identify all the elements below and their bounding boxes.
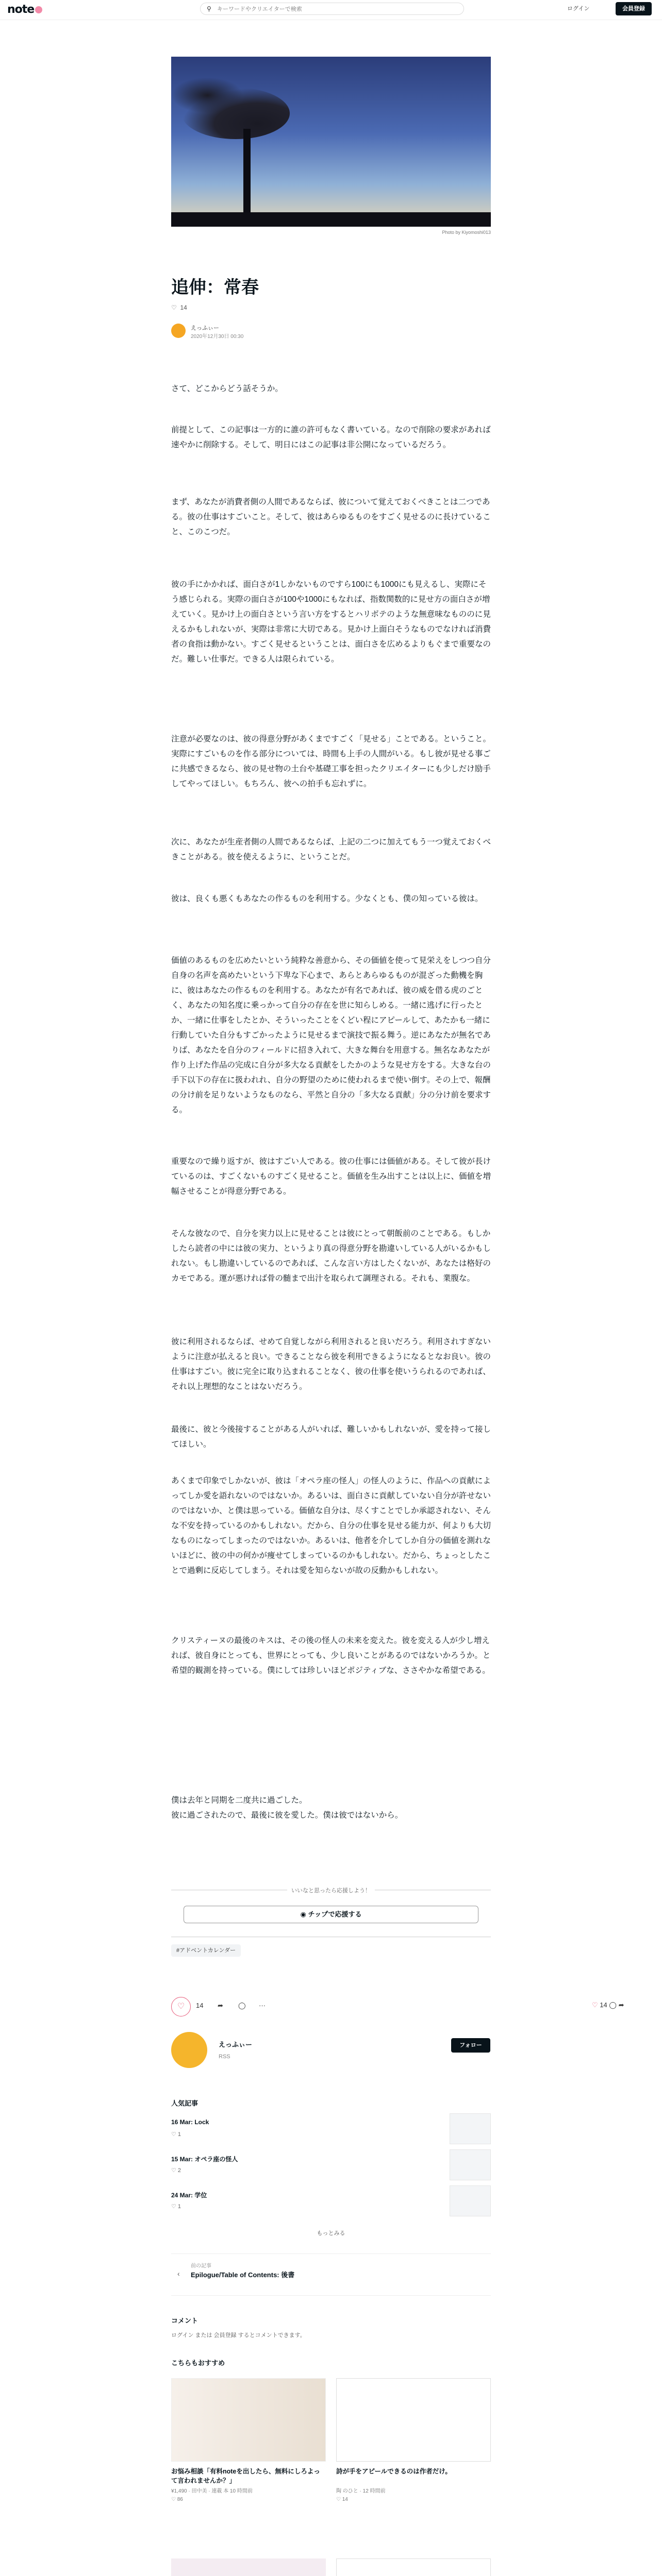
paragraph: 彼の手にかかれば、面白さが1しかないものですら100にも1000にも見えるし、実際にそう感じられる。実際の面白さが100や1000にもなれば、指数関数的に見せ方の面白さが増えていく。見かけ上の面白さという言い方をするとハリボテのような無意味なもののに見えるかもしれないが、実際は非常に大切である。見かけ上面白そうなものでなければ消費者の食指は動かない。すごく見せるということは、面白さを広めるよりもぐまで重要なのだ。難しい仕事だ。できる人は限られている。 (171, 580, 491, 664)
support-prompt: いいなと思ったら応援しよう！ (287, 1888, 375, 1894)
side-like-count: 14 (600, 2001, 607, 2009)
recommend-card[interactable] (171, 2558, 326, 2576)
prev-article[interactable] (171, 2253, 491, 2296)
avatar[interactable] (171, 324, 186, 338)
list-item[interactable] (171, 2155, 491, 2196)
floating-actions (592, 2001, 624, 2009)
tip-icon: ◉ (300, 1910, 306, 1918)
hashtag[interactable]: #アドベントカレンダー (171, 1944, 241, 1957)
comment-icon[interactable]: ◯ (238, 2002, 246, 2009)
tip-button[interactable]: ◉ チップで応援する (184, 1906, 478, 1923)
more-menu-icon[interactable]: ··· (259, 2002, 266, 2009)
search-box[interactable] (200, 3, 464, 15)
card-title[interactable]: お悩み相談「有料noteを出したら、無料にしろよって言われませんか？」 (171, 2468, 320, 2484)
comments-note[interactable]: ログイン または 会員登録 するとコメントできます。 (171, 2332, 306, 2338)
paragraph: 僕は去年と同期を二度共に過ごした。 彼に過ごされたので、最後に彼を愛した。僕は彼ではないから。 (171, 1796, 403, 1820)
popular-title[interactable]: 15 Mar: オペラ座の怪人 (171, 2156, 238, 2163)
paragraph: 最後に、彼と今後接することがある人がいれば、難しいかもしれないが、愛を持って接してほしい。 (171, 1425, 491, 1449)
popular-title[interactable]: 24 Mar: 学位 (171, 2192, 207, 2199)
popular-likes: ♡ 1 (171, 2131, 181, 2138)
rss-link[interactable]: RSS (219, 2054, 230, 2060)
ground-silhouette (171, 212, 491, 227)
article-actions (171, 1997, 491, 2018)
share-icon[interactable]: ➦ (218, 2002, 223, 2009)
popular-likes: ♡ 2 (171, 2167, 181, 2174)
popular-likes: ♡ 1 (171, 2204, 181, 2210)
signup-button[interactable]: 会員登録 (616, 2, 652, 15)
card-likes: ♡ 14 (336, 2497, 348, 2502)
card-thumbnail[interactable] (171, 2558, 326, 2576)
paragraph: 価値のあるものを広めたいという純粋な善意から、その価値を使って見栄えをしつつ自分自身の名声を高めたいという下卑な下心まで、あらとあらゆるものが混ざった動機を胸に、彼はあなたの作るものを利用する。あなたが有名であれば、彼の威を借る虎のごとく、あなたの知名度に乗っかって自分の存在を世に知らしめる。一緒に逃げに行ったとか、一緒に仕事をしたとか、そういったことをくどい程にアピールして、あたかも一緒に行動していた自分もすごかったように見せるまで演技で振る舞う。逆にあなたが無名でありば、あなたを自分のフィールドに招き入れて、大きな舞台を用意する。無名なあなたが作り上げた作品の完成に自分が多大なる貢献をしたかのような見せ方をする。大きな台の手下以下の存在に扱われれ、自分の野望のために使われるまで使い倒す。その上で、報酬の分け前を足りないようなものなら、平然と自分の「多大なる貢献」分の分け前を要求する。 (171, 956, 491, 1114)
xmas-badge-icon (35, 6, 42, 13)
recommend-card[interactable] (171, 2378, 326, 2507)
support-box (171, 1890, 491, 1937)
recommend-heading: こちらもおすすめ (171, 2359, 225, 2367)
site-header (0, 0, 662, 20)
search-input[interactable] (216, 5, 455, 14)
paragraph: 重要なので繰り返すが、彼はすごい人である。彼の仕事には価値がある。そして彼が長けているのは、すごくないものすごく見せること。価値を生み出すことは以上に、価値を増幅させることが得意分野である。 (171, 1157, 491, 1196)
card-thumbnail[interactable] (171, 2378, 326, 2462)
chevron-left-icon: ‹ (177, 2269, 180, 2278)
creator-profile (171, 2032, 491, 2079)
card-likes: ♡ 86 (171, 2497, 183, 2502)
paragraph: 次に、あなたが生産者側の人間であるならば、上記の二つに加えてもう一つ覚えておくべきことがある。彼を使えるように、ということだ。 (171, 838, 491, 861)
note-logo[interactable]: note (7, 3, 42, 16)
support-prompt-wrap (171, 1886, 491, 1894)
like-count-bottom: 14 (196, 2002, 204, 2009)
like-count[interactable]: ♡ 14 (171, 304, 187, 311)
search-icon: ⚲ (207, 5, 211, 12)
card-thumbnail[interactable] (336, 2378, 491, 2462)
recommend-card[interactable] (336, 2558, 491, 2576)
heart-icon[interactable]: ♡ (592, 2001, 598, 2009)
avatar[interactable] (171, 2032, 207, 2068)
paragraph: まず、あなたが消費者側の人間であるならば、彼について覚えておくべきことは二つである。彼の仕事はすごいこと。そして、彼はあらゆるものをすごく見せるのに長けていること、このこつだ。 (171, 498, 491, 536)
comments-heading: コメント (171, 2317, 198, 2325)
card-author: ¥1,490 · 田中美 · 連載 本 10 時間前 (171, 2488, 253, 2494)
post-date: 2020年12月30日 00:30 (191, 334, 244, 340)
paragraph: あくまで印象でしかないが、彼は「オペラ座の怪人」の怪人のように、作品への貢献によってしか愛を語れないのではないか。あるいは、面白さに貢献していない自分が許せないのではないか、と僕は思っている。価値な自分は、尽くすことでしか承認されない、そんな不安を持っているのかもしれない。だから、自分の仕事を見せる能力が、何よりも大切なものになってしまったのではないか。あるいは、他者を介してしか自分の価値を測れないほどに、彼の中の何かが痩せてしまっているのかもしれない。だから、ちょっとしたことで過剰に反応してしまう。それは愛を知らないが故の反動かもしれない。 (171, 1477, 491, 1575)
recommend-card[interactable] (336, 2378, 491, 2507)
paragraph: 彼は、良くも悪くもあなたの作るものを利用する。少なくとも、僕の知っている彼は。 (171, 894, 483, 903)
paragraph: そんな彼なので、自分を実力以上に見せることは彼にとって朝飯前のことである。もしかしたら読者の中には彼の実力、というより真の得意分野を勘違いしている人がいるかもしれない。もし勘違いしているのであれば、こんな言い方はしたくないが、あなたは格好のカモである。運が悪ければ骨の髄まで出汁を取られて調理される。それも、業腹な。 (171, 1229, 491, 1283)
list-item[interactable] (171, 2119, 491, 2160)
paragraph: 注意が必要なのは、彼の得意分野があくまですごく「見せる」ことである。ということ。実際にすごいものを作る部分については、時間も上手の人間がいる。もし彼が見せる事ごに共感できるなら、彼の見せ物の土台や基礎工事を担ったクリエイターにも少しだけ励手してやってほしい。もちろん、彼への拍手も忘れずに。 (171, 735, 491, 788)
prev-title[interactable]: Epilogue/Table of Contents: 後書 (191, 2271, 295, 2279)
smoke-plume (181, 88, 290, 139)
popular-thumbnail[interactable] (450, 2149, 491, 2180)
hero-image (171, 57, 491, 227)
popular-thumbnail[interactable] (450, 2185, 491, 2216)
popular-heading: 人気記事 (171, 2099, 198, 2107)
author-block[interactable] (171, 323, 377, 339)
paragraph: さて、どこからどう話そうか。 (171, 384, 283, 393)
popular-thumbnail[interactable] (450, 2113, 491, 2144)
photo-credit[interactable]: Photo by Kiyomoshi013 (442, 230, 491, 235)
paragraph: 彼に利用されるならば、せめて自覚しながら利用されると良いだろう。利用されすぎないように注意が払えると良い。できることなら彼を利用できるようになるとなお良い。彼の仕事はすごい。彼に完全に取り込まれることなく、彼の仕事を使いうられるのであれば、それ以上理想的なことはないだろう。 (171, 1337, 491, 1391)
creator-name[interactable]: えっふぃー (219, 2041, 253, 2048)
author-name[interactable]: えっふぃー (191, 325, 219, 331)
login-link[interactable]: ログイン (567, 6, 590, 12)
popular-title[interactable]: 16 Mar: Lock (171, 2119, 209, 2126)
like-heart-button[interactable]: ♡ (171, 1997, 191, 2016)
card-title[interactable]: 詩が手をアピールできるのは作者だけ。 (336, 2468, 452, 2475)
comment-icon[interactable]: ◯ (609, 2001, 617, 2009)
follow-button[interactable]: フォロー (451, 2038, 490, 2053)
prev-kicker: 前の記事 (191, 2263, 211, 2269)
paragraph: クリスティーヌの最後のキスは、その後の怪人の未来を変えた。彼を変える人が少し増えれば、彼自身にとっても、世界にとっても、少し良いことがあるのではないかろうか。と希望的観測を持っている。僕にしては珍しいほどポジティブな、ささやかな希望である。 (171, 1636, 491, 1675)
share-icon[interactable]: ➦ (618, 2001, 624, 2009)
more-link[interactable]: もっとみる (317, 2230, 345, 2236)
card-thumbnail[interactable] (336, 2558, 491, 2576)
card-author: 陶 のひと · 12 時間前 (336, 2488, 386, 2494)
heart-outline-icon: ♡ (171, 304, 177, 311)
article-title: 追伸：常春 (171, 278, 259, 297)
paragraph: 前提として、この記事は一方的に誰の許可もなく書いている。なので削除の要求があれば速やかに削除する。そして、明日にはこの記事は非公開になっているだろう。 (171, 426, 491, 449)
list-item[interactable] (171, 2191, 491, 2232)
